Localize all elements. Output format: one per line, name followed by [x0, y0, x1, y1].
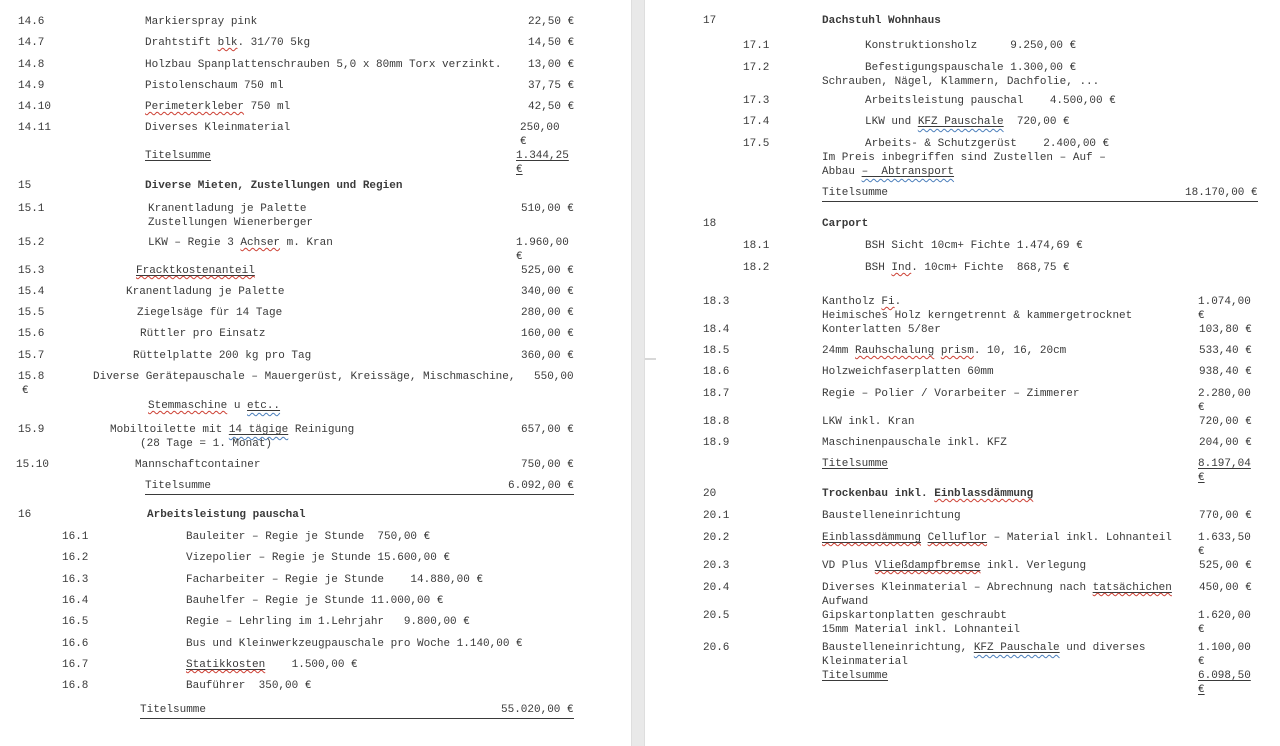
item-number: 15.4 [18, 286, 45, 298]
title-sum-value: 6.092,00 € [508, 480, 575, 492]
margin-tick [645, 358, 656, 360]
price: 770,00 € [1199, 510, 1252, 522]
price-currency [516, 163, 523, 177]
section-title [822, 14, 941, 28]
item-number: 18.2 [743, 262, 770, 274]
description: Rüttelplatte 200 kg pro Tag [133, 350, 312, 362]
styled-text: € [516, 164, 523, 176]
price: 525,00 € [521, 265, 574, 277]
price: 250,00 [520, 122, 560, 134]
grammar-squiggle: 14 tägige [228, 424, 289, 436]
price-currency: € [1198, 624, 1205, 636]
item-number: 15.3 [18, 265, 45, 277]
price: 22,50 € [528, 16, 575, 28]
item-number: 15.2 [18, 237, 45, 249]
price: 340,00 € [521, 286, 574, 298]
title-sum-label: Titelsumme [140, 704, 207, 716]
grammar-squiggle: KFZ Pauschale [917, 116, 1004, 128]
item-number: 14.9 [18, 80, 45, 92]
description: Holzbau Spanplattenschrauben 5,0 x 80mm Torx verzinkt. [145, 59, 502, 71]
description: Bauführer 350,00 € [186, 680, 312, 692]
item-number: 20.2 [703, 532, 730, 544]
styled-text [229, 424, 288, 436]
title-sum-value [516, 149, 569, 163]
description: Perimeterkleber 750 ml [145, 101, 291, 113]
title-sum-value: 18.170,00 € [1185, 187, 1258, 199]
description: Maschinenpauschale inkl. KFZ [822, 437, 1007, 449]
price: 750,00 € [521, 459, 574, 471]
description: Konstruktionsholz 9.250,00 € [865, 40, 1077, 52]
item-number: 18.5 [703, 345, 730, 357]
description: Mobiltoilette mit 14 tägige Reinigung [110, 424, 355, 436]
spellcheck-squiggle: tatsächichen [1092, 582, 1172, 594]
price: 1.960,00 [516, 237, 569, 249]
styled-text: Diverse Mieten, Zustellungen und Regien [145, 180, 403, 192]
price: 103,80 € [1199, 324, 1252, 336]
item-number: 20.3 [703, 560, 730, 572]
section-title [822, 217, 868, 231]
styled-text: Carport [822, 218, 869, 230]
styled-text: € [1198, 684, 1205, 696]
section-title [147, 508, 305, 522]
price: 1.633,50 [1198, 532, 1251, 544]
price-currency: € [516, 251, 523, 263]
title-sum-label: Titelsumme [145, 480, 212, 492]
item-number: 17.5 [743, 138, 770, 150]
item-number: 16.4 [62, 595, 89, 607]
spellcheck-squiggle: Einblassdämmung [934, 488, 1034, 500]
item-number: 15.10 [16, 459, 50, 471]
item-number: 18.4 [703, 324, 730, 336]
description: LKW – Regie 3 Achser m. Kran [148, 237, 333, 249]
description: Regie – Lehrling im 1.Lehrjahr 9.800,00 € [186, 616, 470, 628]
description: Arbeitsleistung pauschal 4.500,00 € [865, 95, 1116, 107]
price-currency: € [22, 385, 29, 397]
item-number: 16.5 [62, 616, 89, 628]
price-currency: € [520, 136, 527, 148]
description: VD Plus Vließdampfbremse inkl. Verlegung [822, 560, 1087, 572]
item-number: 18.9 [703, 437, 730, 449]
item-number: 17.3 [743, 95, 770, 107]
item-number: 14.7 [18, 37, 45, 49]
item-number: 20.1 [703, 510, 730, 522]
price: 160,00 € [521, 328, 574, 340]
description: Drahtstift blk. 31/70 5kg [145, 37, 311, 49]
styled-text: Titelsumme [822, 458, 889, 470]
description: BSH Sicht 10cm+ Fichte 1.474,69 € [865, 240, 1083, 252]
description: Statikkosten 1.500,00 € [186, 659, 358, 671]
description: 24mm Rauhschalung prism. 10, 16, 20cm [822, 345, 1067, 357]
description: Markierspray pink [145, 16, 258, 28]
styled-text [875, 560, 981, 572]
description: Im Preis inbegriffen sind Zustellen – Auf – [822, 152, 1106, 164]
item-number: 17.4 [743, 116, 770, 128]
price: 360,00 € [521, 350, 574, 362]
item-number: 16.2 [62, 552, 89, 564]
spellcheck-squiggle: Celluflor [927, 532, 988, 544]
sum-rule [140, 718, 574, 719]
description: LKW inkl. Kran [822, 416, 915, 428]
item-number: 14.11 [18, 122, 52, 134]
spellcheck-squiggle: Rauhschalung [855, 345, 935, 357]
item-number: 18.6 [703, 366, 730, 378]
price-currency: € [1198, 546, 1205, 558]
title-sum-label [145, 149, 211, 163]
spellcheck-squiggle: Vließdampfbremse [874, 560, 981, 572]
item-number: 17.1 [743, 40, 770, 52]
item-number: 14.10 [18, 101, 52, 113]
price: 37,75 € [528, 80, 575, 92]
description: Heimisches Holz kerngetrennt & kammergetrocknet [822, 310, 1133, 322]
section-number: 15 [18, 180, 32, 192]
title-sum-label: Titelsumme [822, 187, 889, 199]
description: Mannschaftcontainer [135, 459, 261, 471]
item-number: 15.6 [18, 328, 45, 340]
item-number: 15.1 [18, 203, 45, 215]
styled-text [862, 166, 954, 178]
price: 280,00 € [521, 307, 574, 319]
item-number: 18.1 [743, 240, 770, 252]
price-currency [1198, 471, 1205, 485]
grammar-squiggle: KFZ Pauschale [973, 642, 1060, 654]
item-number: 16.8 [62, 680, 89, 692]
description: Bauhelfer – Regie je Stunde 11.000,00 € [186, 595, 444, 607]
description: Befestigungspauschale 1.300,00 € [865, 62, 1077, 74]
styled-text [974, 642, 1060, 654]
styled-text [934, 488, 1033, 500]
section-title [145, 179, 402, 193]
description: Diverses Kleinmaterial – Abrechnung nach tatsächichen [822, 582, 1172, 594]
grammar-squiggle: – Abtransport [861, 166, 955, 178]
item-number: 15.9 [18, 424, 45, 436]
item-number: 16.3 [62, 574, 89, 586]
styled-text: 6.098,50 [1198, 670, 1251, 682]
title-sum-value [1198, 457, 1251, 471]
price: 657,00 € [521, 424, 574, 436]
title-sum-value: 55.020,00 € [501, 704, 574, 716]
description: Stemmaschine u etc.. [148, 400, 281, 412]
styled-text: Titelsumme [822, 670, 889, 682]
description: Pistolenschaum 750 ml [145, 80, 284, 92]
price: 525,00 € [1199, 560, 1252, 572]
item-number: 14.8 [18, 59, 45, 71]
spellcheck-squiggle: Einblassdämmung [822, 532, 922, 544]
item-number: 16.7 [62, 659, 89, 671]
description: Bus und Kleinwerkzeugpauschale pro Woche 1.140,00 € [186, 638, 523, 650]
spellcheck-squiggle: Achser [240, 237, 281, 249]
item-number: 14.6 [18, 16, 45, 28]
spellcheck-squiggle: Stemmaschine [148, 400, 228, 412]
price: 720,00 € [1199, 416, 1252, 428]
description: BSH Ind. 10cm+ Fichte 868,75 € [865, 262, 1070, 274]
description: Kranentladung je Palette [148, 203, 307, 215]
title-sum-label [822, 457, 888, 471]
description: Kleinmaterial [822, 656, 908, 668]
price-currency: € [1198, 656, 1205, 668]
price: 450,00 € [1199, 582, 1252, 594]
description: Kantholz Fi. [822, 296, 902, 308]
title-sum-value [1198, 669, 1251, 683]
spellcheck-squiggle: Perimeterkleber [145, 101, 245, 113]
item-number: 18.3 [703, 296, 730, 308]
styled-text [247, 400, 280, 412]
price: 938,40 € [1199, 366, 1252, 378]
section-number: 17 [703, 15, 717, 27]
section-number: 16 [18, 509, 32, 521]
spellcheck-squiggle: Fracktkostenanteil [136, 265, 255, 277]
item-number: 20.5 [703, 610, 730, 622]
styled-text [1093, 582, 1172, 594]
price: 2.280,00 [1198, 388, 1251, 400]
description: Diverse Gerätepauschale – Mauergerüst, Kreissäge, Mischmaschine, [93, 371, 516, 383]
description: Bauleiter – Regie je Stunde 750,00 € [186, 531, 431, 543]
description: Vizepolier – Regie je Stunde 15.600,00 € [186, 552, 451, 564]
item-number: 20.4 [703, 582, 730, 594]
item-number: 15.5 [18, 307, 45, 319]
styled-text: Trockenbau inkl. [822, 488, 935, 500]
spellcheck-squiggle: Fi [881, 296, 895, 308]
description: Gipskartonplatten geschraubt [822, 610, 1007, 622]
price: 1.100,00 [1198, 642, 1251, 654]
description: Zustellungen Wienerberger [148, 217, 314, 229]
description: Regie – Polier / Vorarbeiter – Zimmerer [822, 388, 1080, 400]
description: Aufwand [822, 596, 869, 608]
styled-text [186, 659, 265, 671]
description: Baustelleneinrichtung [822, 510, 961, 522]
sum-rule [145, 494, 574, 495]
price: 42,50 € [528, 101, 575, 113]
description: Holzweichfaserplatten 60mm [822, 366, 994, 378]
spellcheck-squiggle: prism [940, 345, 974, 357]
price: 14,50 € [528, 37, 575, 49]
spellcheck-squiggle: Statikkosten [186, 659, 266, 671]
item-number: 17.2 [743, 62, 770, 74]
description: Schrauben, Nägel, Klammern, Dachfolie, ... [822, 76, 1100, 88]
item-number: 18.7 [703, 388, 730, 400]
description: Einblassdämmung Celluflor – Material inkl. Lohnanteil [822, 532, 1172, 544]
description: Konterlatten 5/8er [822, 324, 941, 336]
description: LKW und KFZ Pauschale 720,00 € [865, 116, 1070, 128]
item-number: 18.8 [703, 416, 730, 428]
description [136, 264, 255, 278]
spellcheck-squiggle: Ind [891, 262, 912, 274]
item-number: 15.8 [18, 371, 45, 383]
description: Arbeits- & Schutzgerüst 2.400,00 € [865, 138, 1110, 150]
styled-text: Titelsumme [145, 150, 212, 162]
section-number: 18 [703, 218, 717, 230]
styled-text: 8.197,04 [1198, 458, 1251, 470]
styled-text [928, 532, 987, 544]
description: Facharbeiter – Regie je Stunde 14.880,00 € [186, 574, 484, 586]
styled-text: € [1198, 472, 1205, 484]
description: Ziegelsäge für 14 Tage [137, 307, 283, 319]
price: 13,00 € [528, 59, 575, 71]
item-number: 16.6 [62, 638, 89, 650]
grammar-squiggle: etc.. [247, 400, 281, 412]
sum-rule [822, 201, 1258, 202]
title-sum-label [822, 669, 888, 683]
description: 15mm Material inkl. Lohnanteil [822, 624, 1021, 636]
price: 533,40 € [1199, 345, 1252, 357]
styled-text: 1.344,25 [516, 150, 569, 162]
styled-text [918, 116, 1004, 128]
price: 1.620,00 [1198, 610, 1251, 622]
price-currency: € [1198, 310, 1205, 322]
section-number: 20 [703, 488, 717, 500]
price: 1.074,00 [1198, 296, 1251, 308]
price: 510,00 € [521, 203, 574, 215]
styled-text: Dachstuhl Wohnhaus [822, 15, 941, 27]
price: 204,00 € [1199, 437, 1252, 449]
styled-text [136, 265, 255, 277]
description: Baustelleneinrichtung, KFZ Pauschale und diverses [822, 642, 1146, 654]
description: Rüttler pro Einsatz [140, 328, 266, 340]
styled-text: Arbeitsleistung pauschal [147, 509, 306, 521]
price-currency [1198, 683, 1205, 697]
description: Kranentladung je Palette [126, 286, 285, 298]
item-number: 15.7 [18, 350, 45, 362]
price-currency: € [1198, 402, 1205, 414]
section-title [822, 487, 1033, 501]
item-number: 20.6 [703, 642, 730, 654]
item-number: 16.1 [62, 531, 89, 543]
description: Abbau – Abtransport [822, 166, 955, 178]
description: (28 Tage = 1. Monat) [140, 438, 273, 450]
page-gutter [631, 0, 645, 746]
styled-text [822, 532, 921, 544]
spellcheck-squiggle: blk [217, 37, 238, 49]
price: 550,00 [534, 371, 574, 383]
description: Diverses Kleinmaterial [145, 122, 291, 134]
